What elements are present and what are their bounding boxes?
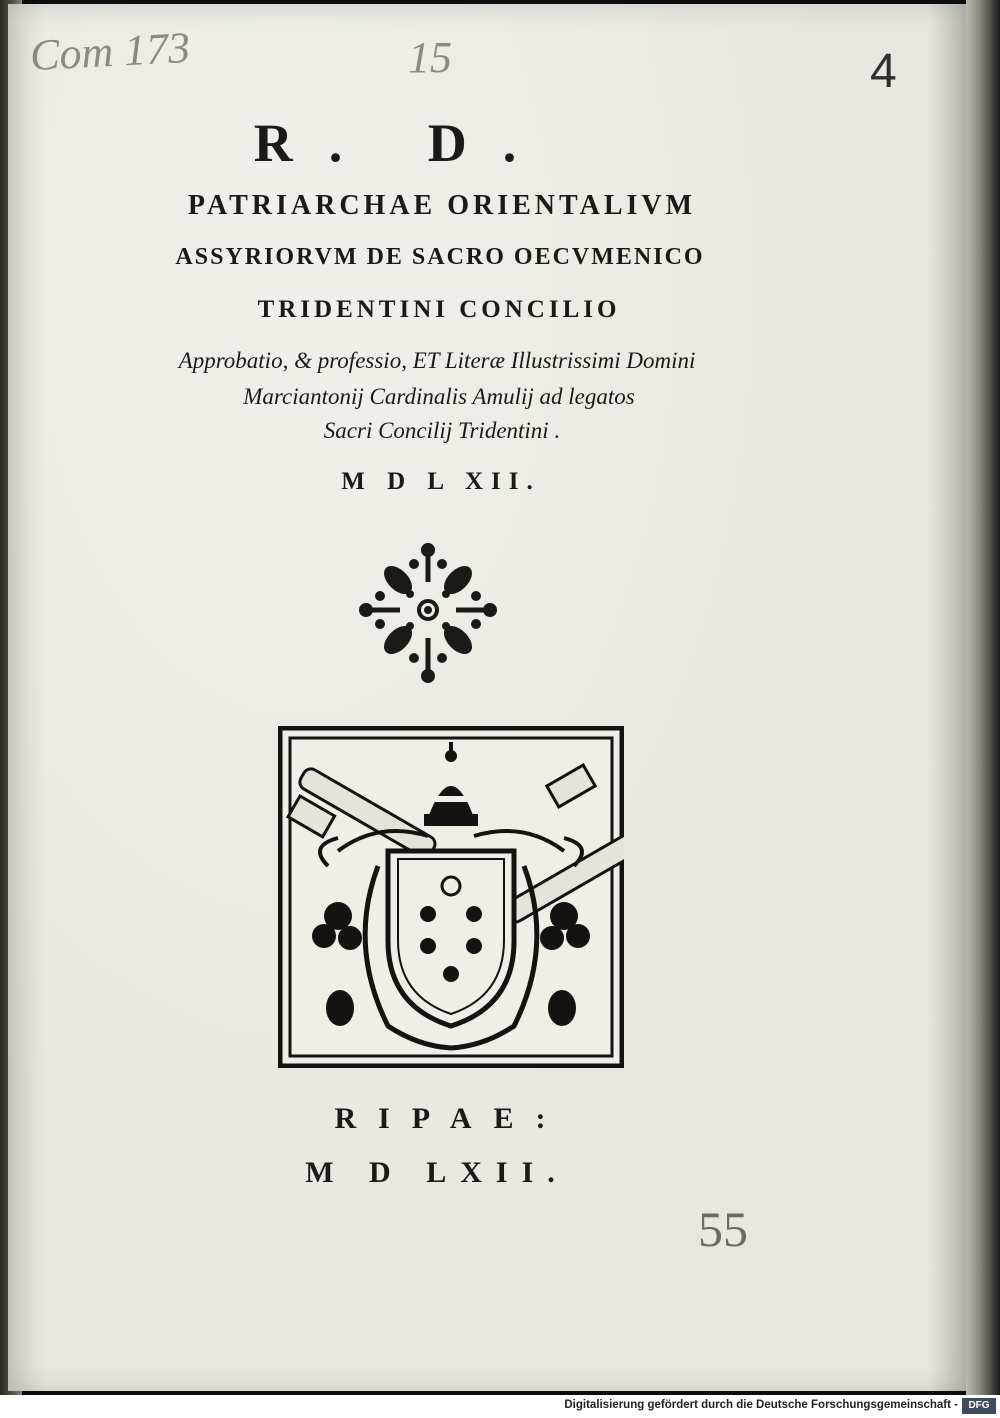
imprint-place: RIPAE: <box>334 1102 568 1135</box>
title-line-4: Approbatio, & professio, ET Literæ Illustrissimi Domini <box>178 348 696 373</box>
papal-coat-of-arms-woodcut-icon <box>278 726 624 1068</box>
pencil-note-number: 15 <box>408 33 452 82</box>
digitization-footer <box>0 1395 1000 1418</box>
title-page <box>8 4 966 1391</box>
title-line-6: Sacri Concilij Tridentini . <box>323 418 561 443</box>
imprint-year: M D LXII. <box>305 1156 569 1189</box>
title-line-3: TRIDENTINI CONCILIO <box>257 296 621 323</box>
page-edge-shadow <box>966 0 1000 1395</box>
footer-credit-text: Digitalisierung gefördert durch die Deutsche Forschungsgemeinschaft - <box>564 1399 958 1411</box>
title-line-2: ASSYRIORVM DE SACRO OECVMENICO <box>175 244 705 270</box>
page-folio-number: 4 <box>870 45 897 98</box>
fleuron-ornament-icon <box>358 542 498 684</box>
pencil-note-lower: 55 <box>698 1201 748 1257</box>
title-line-1: PATRIARCHAE ORIENTALIVM <box>187 190 697 221</box>
pencil-note-shelfmark: Com 173 <box>28 22 192 81</box>
title-line-5: Marciantonij Cardinalis Amulij ad legatos <box>243 384 635 409</box>
title-year: M D L XII. <box>341 468 541 495</box>
dfg-logo-badge: DFG <box>962 1398 996 1414</box>
title-initials: R. D. <box>253 113 553 173</box>
